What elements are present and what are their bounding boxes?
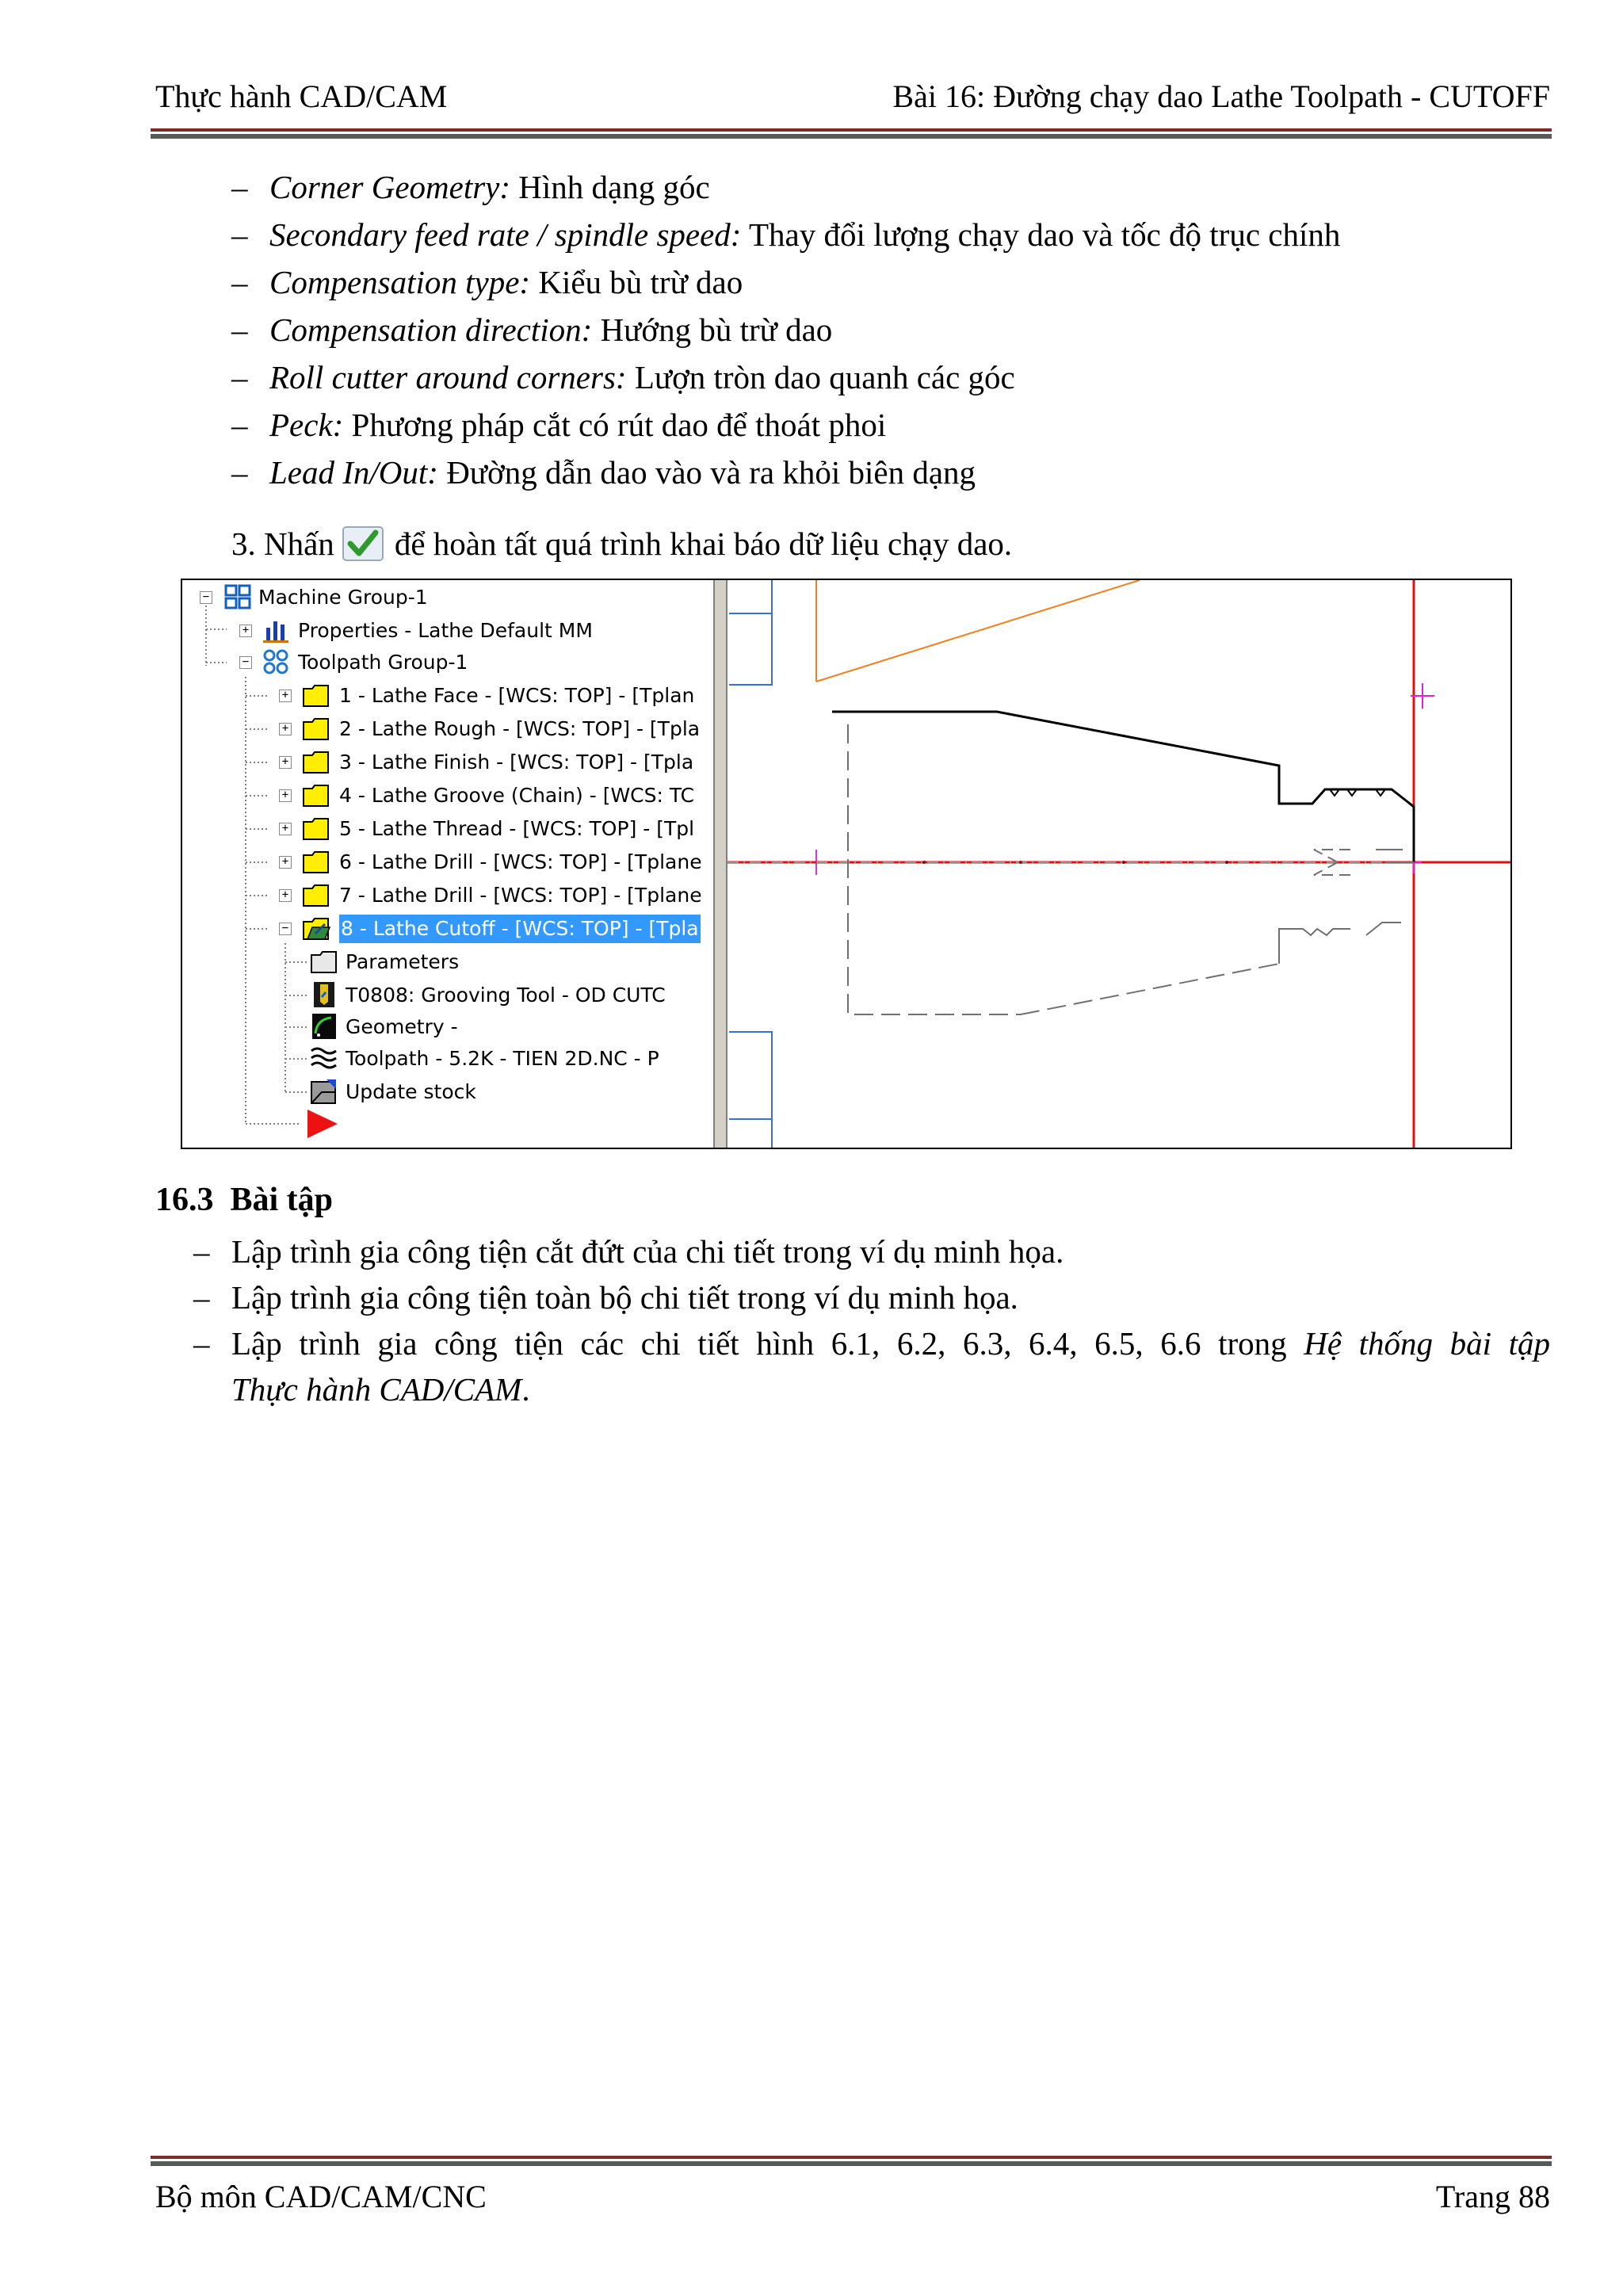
parameter-list [231, 163, 1341, 496]
folder-icon [301, 748, 331, 775]
exercise-item [193, 1320, 1551, 1366]
expand-icon[interactable]: + [279, 889, 292, 902]
term: Corner Geometry: [269, 169, 511, 205]
term: Peck: [269, 407, 344, 443]
node-label: 8 - Lathe Cutoff - [WCS: TOP] - [Tpla [339, 915, 701, 943]
node-label: 7 - Lathe Drill - [WCS: TOP] - [Tplane [339, 884, 702, 907]
header-rule-shadow [151, 134, 1552, 139]
checkmark-icon [342, 526, 384, 561]
folder-icon [301, 848, 331, 875]
sentence-end: . [521, 1371, 530, 1408]
step-prefix: 3. Nhấn [231, 525, 334, 562]
stock-boundary [816, 580, 1140, 682]
pane-splitter[interactable] [713, 580, 727, 1148]
exercise-item [193, 1228, 1064, 1274]
node-label: T0808: Grooving Tool - OD CUTC [346, 984, 666, 1007]
node-label: Geometry - [346, 1015, 458, 1038]
footer-rule-shadow [151, 2161, 1552, 2166]
part-profile-lower [848, 724, 1414, 1014]
update-stock-icon [309, 1078, 339, 1105]
expand-icon[interactable]: + [279, 690, 292, 702]
collapse-icon[interactable]: − [279, 923, 292, 935]
node-label: Toolpath - 5.2K - TIEN 2D.NC - P [346, 1047, 659, 1070]
node-label: Parameters [346, 950, 460, 973]
node-label: 1 - Lathe Face - [WCS: TOP] - [Tplan [339, 684, 695, 707]
node-label: 4 - Lathe Groove (Chain) - [WCS: TC [339, 784, 695, 807]
toolpath-group-icon [262, 648, 292, 675]
toolpath-icon [309, 1045, 339, 1072]
term: Secondary feed rate / spindle speed: [269, 216, 742, 253]
term: Roll cutter around corners: [269, 359, 627, 395]
exercise-item-continued [231, 1366, 530, 1412]
term: Compensation type: [269, 264, 531, 300]
exercise-text: Lập trình gia công tiện cắt đứt của chi tiết trong ví dụ minh họa. [231, 1233, 1064, 1270]
folder-icon [301, 881, 331, 908]
exercise-item [193, 1274, 1018, 1320]
expand-icon[interactable]: + [279, 823, 292, 835]
bullet-dash: – [231, 169, 248, 205]
node-label: Properties - Lathe Default MM [298, 619, 593, 642]
open-folder-icon [301, 915, 331, 942]
bullet-dash: – [231, 216, 248, 253]
step-3 [231, 520, 1012, 567]
operations-tree [182, 580, 713, 1148]
book-title: Hệ thống bài tập [1304, 1325, 1551, 1362]
description: Đường dẫn dao vào và ra khỏi biên dạng [437, 454, 976, 491]
bullet-dash: – [231, 454, 248, 491]
node-label: Toolpath Group-1 [298, 651, 468, 674]
machine-group-icon [223, 583, 254, 610]
bullet-dash: – [193, 1233, 210, 1270]
header-right: Bài 16: Đường chạy dao Lathe Toolpath - CUTOFF [892, 78, 1550, 114]
collapse-icon[interactable]: − [200, 591, 212, 604]
section-heading [155, 1181, 333, 1219]
geometry-icon [309, 1013, 339, 1040]
description: Kiểu bù trừ dao [530, 264, 743, 300]
list-item [231, 211, 1341, 258]
node-label: 3 - Lathe Finish - [WCS: TOP] - [Tpla [339, 751, 694, 774]
description: Lượn tròn dao quanh các góc [626, 359, 1015, 395]
list-item [231, 258, 1340, 306]
collapse-icon[interactable]: − [239, 656, 252, 669]
graphics-viewport[interactable] [727, 580, 1510, 1148]
list-item [231, 306, 1340, 353]
page-number: Trang 88 [1435, 2179, 1550, 2214]
description: Hình dạng góc [510, 169, 710, 205]
expand-icon[interactable]: + [239, 625, 252, 637]
bullet-dash: – [231, 311, 248, 348]
insert-arrow-icon[interactable] [306, 1108, 341, 1140]
term: Compensation direction: [269, 311, 593, 348]
folder-icon [301, 781, 331, 808]
list-item [231, 449, 1340, 496]
folder-icon [301, 715, 331, 742]
node-label: 6 - Lathe Drill - [WCS: TOP] - [Tplane [339, 850, 702, 873]
node-label: 2 - Lathe Rough - [WCS: TOP] - [Tpla [339, 717, 701, 740]
folder-icon [301, 682, 331, 709]
term: Lead In/Out: [269, 454, 438, 491]
bullet-dash: – [193, 1279, 210, 1316]
bullet-dash: – [231, 407, 248, 443]
header-left: Thực hành CAD/CAM [155, 78, 448, 114]
list-item [231, 401, 1340, 449]
expand-icon[interactable]: + [279, 756, 292, 769]
section-number: 16.3 [155, 1182, 214, 1218]
stock-outline [729, 580, 772, 1148]
node-label: Machine Group-1 [258, 586, 428, 609]
list-item [231, 353, 1340, 401]
exercise-text: Lập trình gia công tiện toàn bộ chi tiết trong ví dụ minh họa. [231, 1279, 1018, 1316]
step-suffix: để hoàn tất quá trình khai báo dữ liệu chạy dao. [394, 525, 1013, 562]
mastercam-screenshot [181, 579, 1512, 1149]
section-title: Bài tập [230, 1182, 334, 1218]
parameters-icon [309, 948, 339, 975]
exercise-text: Lập trình gia công tiện các chi tiết hình 6.1, 6.2, 6.3, 6.4, 6.5, 6.6 trong [231, 1325, 1287, 1362]
description: Hướng bù trừ dao [592, 311, 833, 348]
description: Thay đổi lượng chạy dao và tốc độ trục chính [741, 216, 1341, 253]
footer-left: Bộ môn CAD/CAM/CNC [155, 2179, 487, 2214]
folder-icon [301, 815, 331, 842]
node-label: 5 - Lathe Thread - [WCS: TOP] - [Tpl [339, 817, 695, 840]
description: Phương pháp cắt có rút dao để thoát phoi [343, 407, 887, 443]
node-label: Update stock [346, 1080, 476, 1103]
bullet-dash: – [193, 1325, 210, 1362]
expand-icon[interactable]: + [279, 723, 292, 735]
expand-icon[interactable]: + [279, 789, 292, 802]
book-title-cont: Thực hành CAD/CAM [231, 1371, 522, 1408]
part-profile-upper [832, 712, 1414, 862]
header-rule [151, 128, 1552, 132]
expand-icon[interactable]: + [279, 856, 292, 869]
grooving-tool-icon [309, 981, 339, 1008]
properties-icon [262, 617, 292, 644]
bullet-dash: – [231, 359, 248, 395]
footer-rule [151, 2156, 1552, 2159]
bullet-dash: – [231, 264, 248, 300]
list-item [231, 163, 1340, 211]
